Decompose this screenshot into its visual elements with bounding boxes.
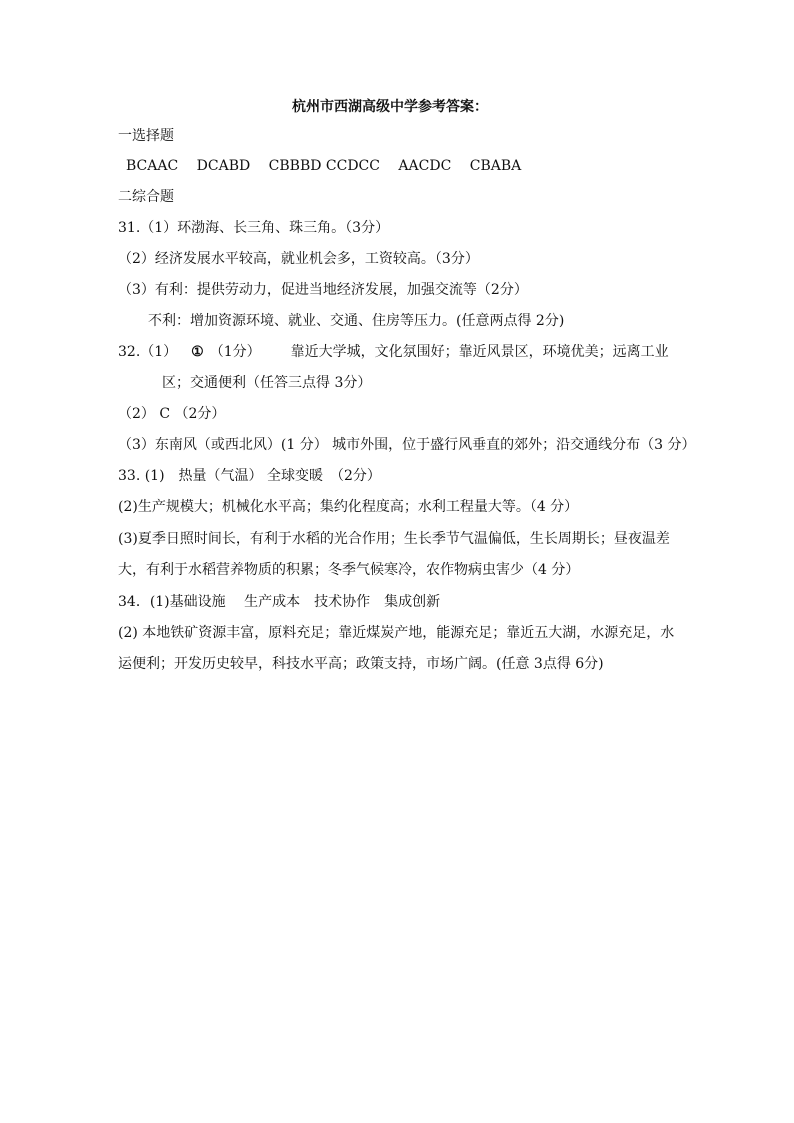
q32-part1-continued: 区；交通便利（任答三点得 3分）: [162, 375, 372, 391]
section-comprehensive-heading: 二综合题: [118, 189, 174, 205]
q32-part3: （3）东南风（或西北风）(1 分） 城市外围，位于盛行风垂直的郊外；沿交通线分布（3 分）: [118, 437, 696, 453]
q33-part2: (2)生产规模大；机械化水平高；集约化程度高；水利工程量大等。（4 分）: [118, 499, 579, 515]
section-multiple-choice-heading: 一选择题: [118, 128, 174, 144]
q32-part1-text: 靠近大学城，文化氛围好；靠近风景区，环境优美；远离工业: [290, 344, 669, 360]
q34-part1: 34．(1)基础设施 生产成本 技术协作 集成创新: [118, 594, 441, 610]
q33-part3-line1: (3)夏季日照时间长，有利于水稻的光合作用；生长季节气温偏低，生长周期长；昼夜温差: [118, 531, 670, 547]
q31-part3-advantages: （3）有利：提供劳动力，促进当地经济发展，加强交流等（2分）: [118, 282, 528, 298]
multiple-choice-answers: BCAAC DCABD CBBBD CCDCC AACDC CBABA: [126, 158, 522, 174]
q33-part3-line2: 大，有利于水稻营养物质的积累；冬季气候寒冷，农作物病虫害少（4 分）: [118, 562, 580, 578]
q32-part2: （2） C （2分）: [118, 406, 226, 422]
q32-circled-number: ①: [191, 344, 204, 360]
q33-part1: 33. (1) 热量（气温） 全球变暖 （2分）: [118, 468, 381, 484]
q31-part1: 31.（1）环渤海、长三角、珠三角。（3分）: [118, 220, 390, 236]
q31-part3-disadvantages: 不利：增加资源环境、就业、交通、住房等压力。(任意两点得 2分): [148, 313, 565, 329]
q31-part2: （2）经济发展水平较高，就业机会多，工资较高。（3分）: [118, 251, 479, 267]
q32-part1-prefix: 32.（1）: [118, 344, 178, 360]
q32-part1: [118, 343, 669, 361]
q34-part2-line1: (2) 本地铁矿资源丰富，原料充足；靠近煤炭产地，能源充足；靠近五大湖，水源充足，水: [118, 625, 675, 641]
document-title: 杭州市西湖高级中学参考答案：: [292, 99, 488, 115]
q34-part2-line2: 运便利；开发历史较早，科技水平高；政策支持，市场广阔。(任意 3点得 6分): [118, 656, 604, 672]
q32-part1-score: （1分）: [209, 344, 261, 360]
